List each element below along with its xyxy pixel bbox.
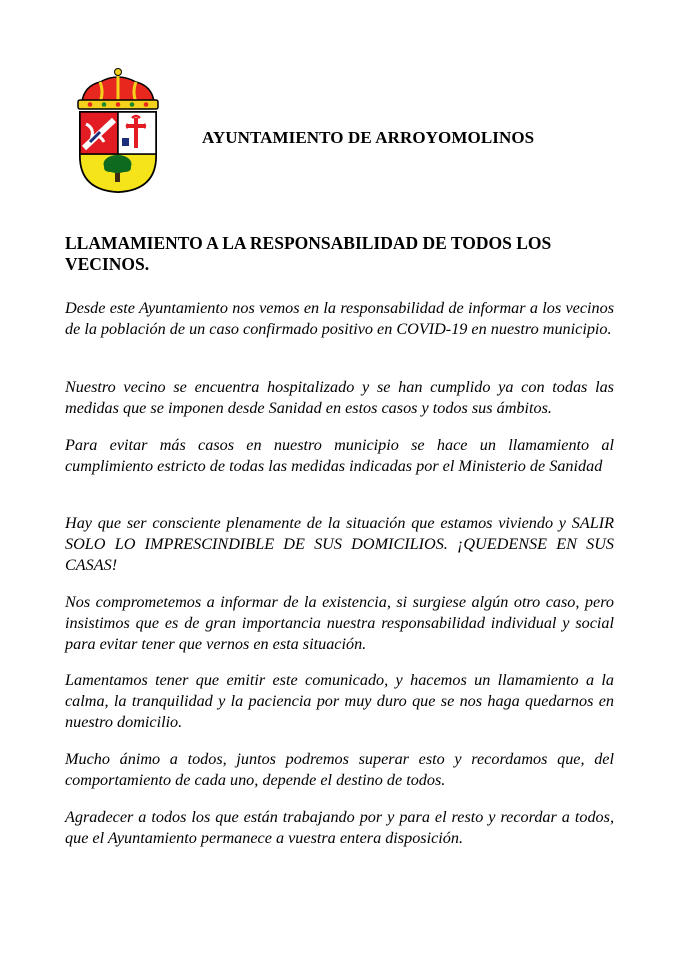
crown-icon — [78, 69, 158, 110]
paragraph-7: Mucho ánimo a todos, juntos podremos superar esto y recordamos que, del comportamiento de cada uno, depende el destino de todos. — [65, 750, 614, 789]
paragraph-6: Lamentamos tener que emitir este comunicado, y hacemos un llamamiento a la calma, la tranquilidad y la paciencia por muy duro que se nos haga quedarnos en nuestro domicilio. — [65, 671, 614, 731]
paragraph-1: Desde este Ayuntamiento nos vemos en la responsabilidad de informar a los vecinos de la población de un caso confirmado positivo en COVID-19 en nuestro municipio. — [65, 299, 614, 338]
paragraph-8: Agradecer a todos los que están trabajando por y para el resto y recordar a todos, que el Ayuntamiento permanece a vuestra entera disposición. — [65, 808, 614, 847]
paragraph-4: Hay que ser consciente plenamente de la situación que estamos viviendo y SALIR SOLO LO IMPRESCINDIBLE DE SUS DOMICILIOS. ¡QUEDENSE EN SUS CASAS! — [65, 514, 614, 574]
shield-icon — [80, 112, 156, 192]
coat-of-arms-icon — [70, 68, 166, 194]
paragraph-2: Nuestro vecino se encuentra hospitalizado y se han cumplido ya con todas las medidas que se imponen desde Sanidad en estos casos y todos sus ámbitos. — [65, 378, 614, 417]
paragraph-5: Nos comprometemos a informar de la existencia, si surgiese algún otro caso, pero insistimos que es de gran importancia nuestra responsabilidad individual y social para evitar tener que vernos en esta situación. — [65, 593, 614, 653]
organization-title: AYUNTAMIENTO DE ARROYOMOLINOS — [202, 128, 535, 147]
notice-title: LLAMAMIENTO A LA RESPONSABILIDAD DE TODOS LOS VECINOS. — [65, 233, 552, 274]
paragraph-3: Para evitar más casos en nuestro municipio se hace un llamamiento al cumplimiento estricto de todas las medidas indicadas por el Ministerio de Sanidad — [65, 436, 614, 475]
